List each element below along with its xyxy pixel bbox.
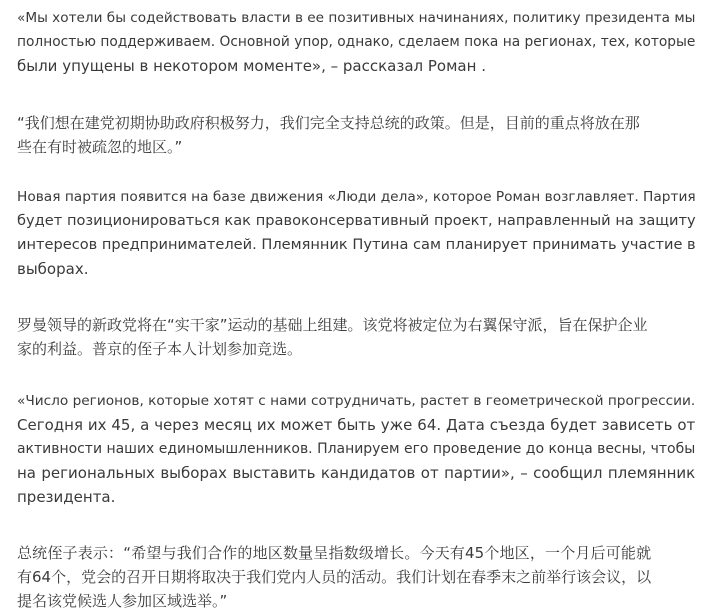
text-line: были упущены в некотором моменте», – рассказал Роман . [17,57,486,75]
paragraph-zh-party [17,313,648,361]
text-line: “我们想在建党初期协助政府积极努力，我们完全支持总统的政策。但是，目前的重点将放在那 [17,114,640,132]
text-line: Новая партия появится на базе движения «Люди дела», которое Роман возглавляет. Партия [17,189,696,205]
text-line: 提名该党候选人参加区域选举。” [17,592,228,610]
text-line: «Число регионов, которые хотят с нами сотрудничать, растет в геометрической прогрессии. [17,393,696,409]
text-line: на региональных выборах выставить кандидатов от партии», – сообщил племянник [17,464,696,482]
text-line: 总统侄子表示：“希望与我们合作的地区数量呈指数级增长。今天有45个地区，一个月后可能就 [17,544,652,562]
paragraph-ru-quote-2 [17,389,695,509]
text-line: 有64个，党会的召开日期将取决于我们党内人员的活动。我们计划在春季末之前举行该会议，以 [17,568,652,586]
paragraph-ru-quote-1 [17,6,695,78]
text-line: «Мы хотели бы содействовать власти в ее позитивных начинаниях, политику президента мы [17,10,696,26]
paragraph-zh-quote-1 [17,111,640,159]
text-line: активности наших единомышленников. Планируем его проведение до конца весны, чтобы [17,441,696,457]
text-line: полностью поддерживаем. Основной упор, однако, сделаем пока на регионах, тех, которые [17,34,696,50]
paragraph-zh-quote-2 [17,541,651,613]
text-line: выборах. [17,260,89,278]
text-line: 家的利益。普京的侄子本人计划参加竞选。 [17,340,303,358]
text-line: будет позиционироваться как правоконсервативный проект, направленный на защиту [17,212,696,229]
text-line: 些在有时被疏忽的地区。” [17,138,183,156]
text-line: Сегодня их 45, а через месяц их может быть уже 64. Дата съезда будет зависеть от [17,416,696,434]
text-line: 罗曼领导的新政党将在“实干家”运动的基础上组建。该党将被定位为右翼保守派，旨在保护企业 [17,316,648,334]
text-line: президента. [17,488,116,506]
paragraph-ru-party [17,185,696,281]
text-line: интересов предпринимателей. Племянник Путина сам планирует принимать участие в [17,236,696,253]
